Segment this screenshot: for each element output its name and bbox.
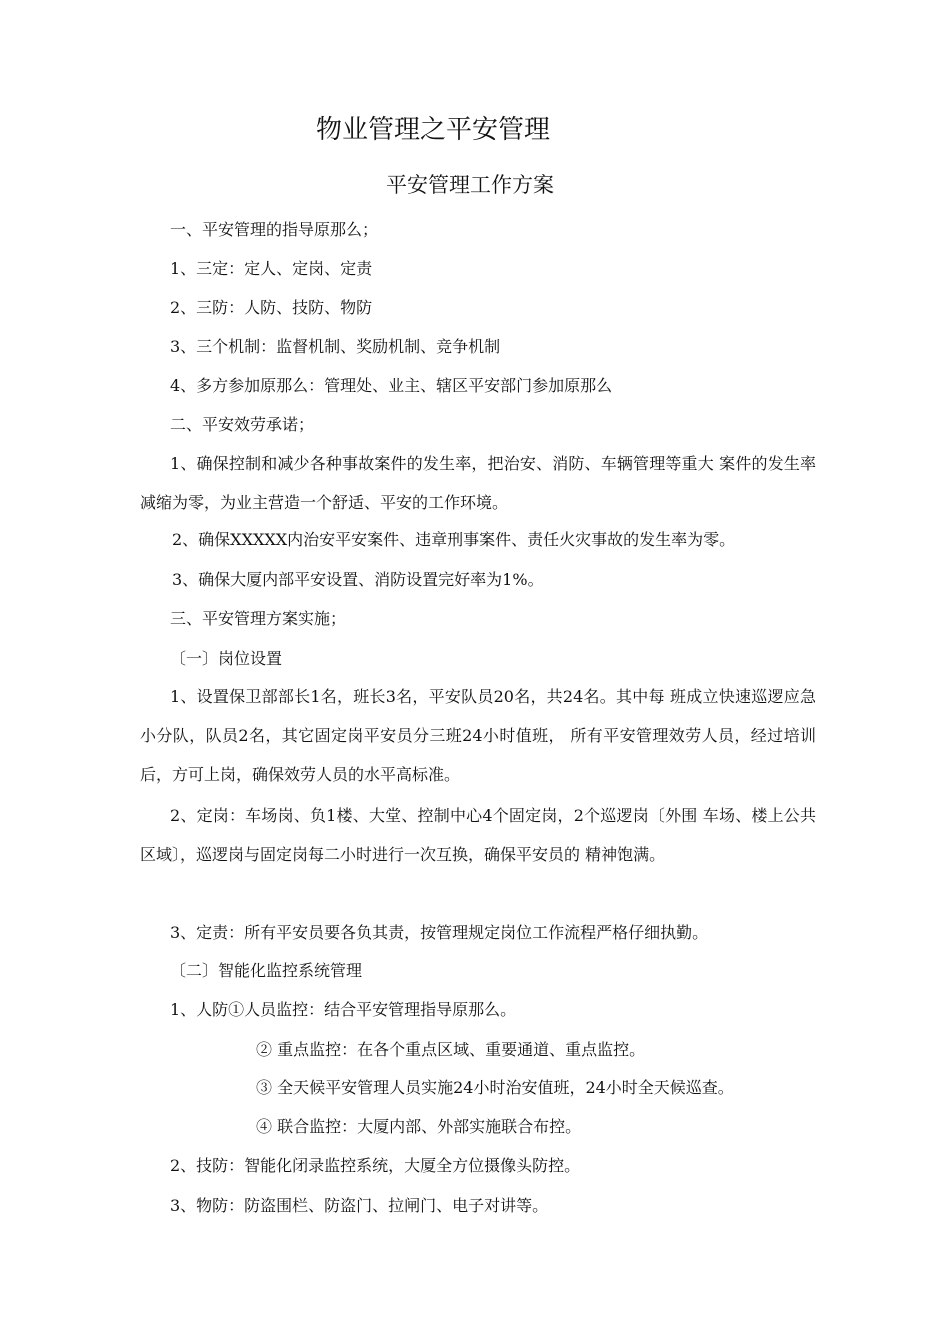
section-2-paragraph-1: 1、确保控制和减少各种事故案件的发生率，把治安、消防、车辆管理等重大 案件的发生率减缩为零，为业主营造一个舒适、平安的工作环境。	[140, 454, 816, 512]
section-2-paragraph-2: 2、确保XXXXX内治安平安案件、违章刑事案件、责任火灾事故的发生率为零。	[172, 530, 736, 549]
section-2-heading: 二、平安效劳承诺；	[170, 415, 315, 434]
document-title: 物业管理之平安管理	[316, 115, 551, 145]
section-1-item-2: 2、三防：人防、技防、物防	[170, 298, 373, 317]
section-3-subheading-1: 〔一〕岗位设置	[170, 649, 283, 668]
section-3-paragraph-3: 3、定责：所有平安员要各负其责，按管理规定岗位工作流程严格仔细执勤。	[170, 923, 709, 942]
section-1-item-4: 4、多方参加原那么：管理处、业主、辖区平安部门参加原那么	[170, 376, 613, 395]
section-1-item-3: 3、三个机制：监督机制、奖励机制、竞争机制	[170, 337, 501, 356]
monitor-item-1: 1、人防①人员监控：结合平安管理指导原那么。	[170, 1000, 517, 1019]
section-1-heading: 一、平安管理的指导原那么；	[170, 220, 379, 239]
section-3-paragraph-1: 1、设置保卫部部长1名，班长3名，平安队员20名，共24名。其中每 班成立快速巡逻应急小分队，队员2名，其它固定岗平安员分三班24小时值班， 所有平安管理效劳人员，经过培训后，方可上岗，确保效劳人员的水平高标准。	[140, 687, 816, 784]
monitor-item-1-sub-3: ③ 全天候平安管理人员实施24小时治安值班，24小时全天候巡查。	[256, 1078, 734, 1097]
monitor-item-3: 3、物防：防盗围栏、防盗门、拉闸门、电子对讲等。	[170, 1196, 549, 1215]
document-subtitle: 平安管理工作方案	[386, 173, 554, 197]
section-2-paragraph-3: 3、确保大厦内部平安设置、消防设置完好率为1%。	[172, 570, 544, 589]
monitor-item-2: 2、技防：智能化闭录监控系统，大厦全方位摄像头防控。	[170, 1156, 581, 1175]
monitor-item-1-sub-2: ② 重点监控：在各个重点区域、重要通道、重点监控。	[256, 1040, 646, 1059]
section-1-item-1: 1、三定：定人、定岗、定责	[170, 259, 373, 278]
section-3-paragraph-2: 2、定岗：车场岗、负1楼、大堂、控制中心4个固定岗，2个巡逻岗〔外围 车场、楼上公共区域〕，巡逻岗与固定岗每二小时进行一次互换，确保平安员的 精神饱满。	[140, 806, 816, 864]
section-3-subheading-2: 〔二〕智能化监控系统管理	[170, 961, 363, 980]
monitor-item-1-sub-4: ④ 联合监控：大厦内部、外部实施联合布控。	[256, 1117, 582, 1136]
section-3-heading: 三、平安管理方案实施；	[170, 609, 347, 628]
